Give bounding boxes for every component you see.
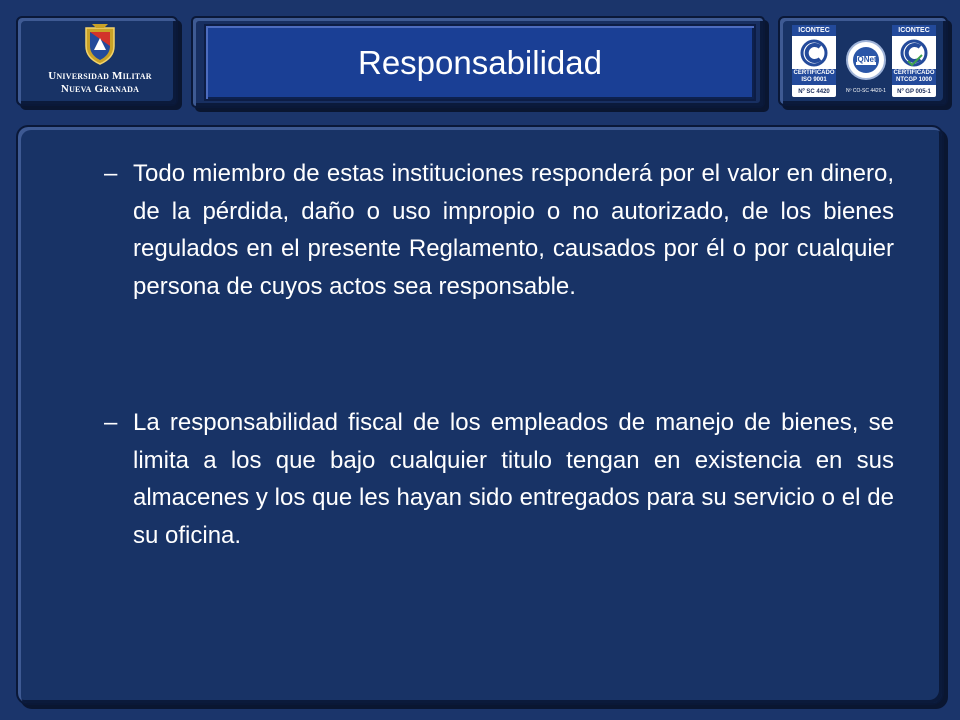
bullet-item [104, 404, 894, 554]
icontec-ntcgp-code: Nº GP 005-1 [897, 89, 931, 95]
iqnet-code: Nº CO-SC 4420-1 [846, 88, 886, 94]
icontec-caption-1: CERTIFICADO [793, 70, 835, 76]
university-shield-icon [82, 22, 118, 66]
university-name-line-2: Nueva Granada [60, 83, 140, 95]
iqnet-label: IQNet [855, 55, 877, 64]
icontec-iso-badge [792, 25, 836, 97]
icontec-caption-2: ISO 9001 [801, 77, 827, 83]
bullet-marker: – [104, 409, 118, 436]
title-box [204, 24, 756, 101]
iqnet-badge [845, 38, 887, 94]
university-name [40, 70, 160, 96]
icontec-emblem-icon [800, 39, 828, 67]
icontec-header: ICONTEC [792, 25, 836, 36]
icontec-header-2: ICONTEC [892, 25, 936, 36]
icontec-caption [792, 69, 836, 85]
icontec-ntcgp-caption-1: CERTIFICADO [893, 70, 935, 76]
slide-title: Responsabilidad [357, 43, 602, 81]
icontec-ntcgp-caption-2: NTCGP 1000 [896, 77, 932, 83]
bullet-text: La responsabilidad fiscal de los empleados de manejo de bienes, se limita a los que bajo cualquier titulo tengan en existencia en sus almacenes y los que les hayan sido entregados para su servicio o el de su oficina. [133, 409, 894, 549]
icontec-caption-ntcgp [892, 69, 936, 85]
icontec-ntcgp-badge [892, 25, 936, 97]
icontec-emblem-icon [900, 39, 928, 67]
university-name-line-1: Universidad Militar [48, 70, 152, 82]
bullet-text: Todo miembro de estas instituciones responderá por el valor en dinero, de la pérdida, daño o uso impropio o no autorizado, de los bienes regulados en el presente Reglamento, causados por él o por cualquier persona de cuyos actos sea responsable. [133, 160, 894, 300]
university-logo [40, 22, 160, 104]
bullet-marker: – [104, 160, 118, 187]
bullet-item [104, 155, 894, 305]
icontec-code: Nº SC 4420 [798, 89, 830, 95]
